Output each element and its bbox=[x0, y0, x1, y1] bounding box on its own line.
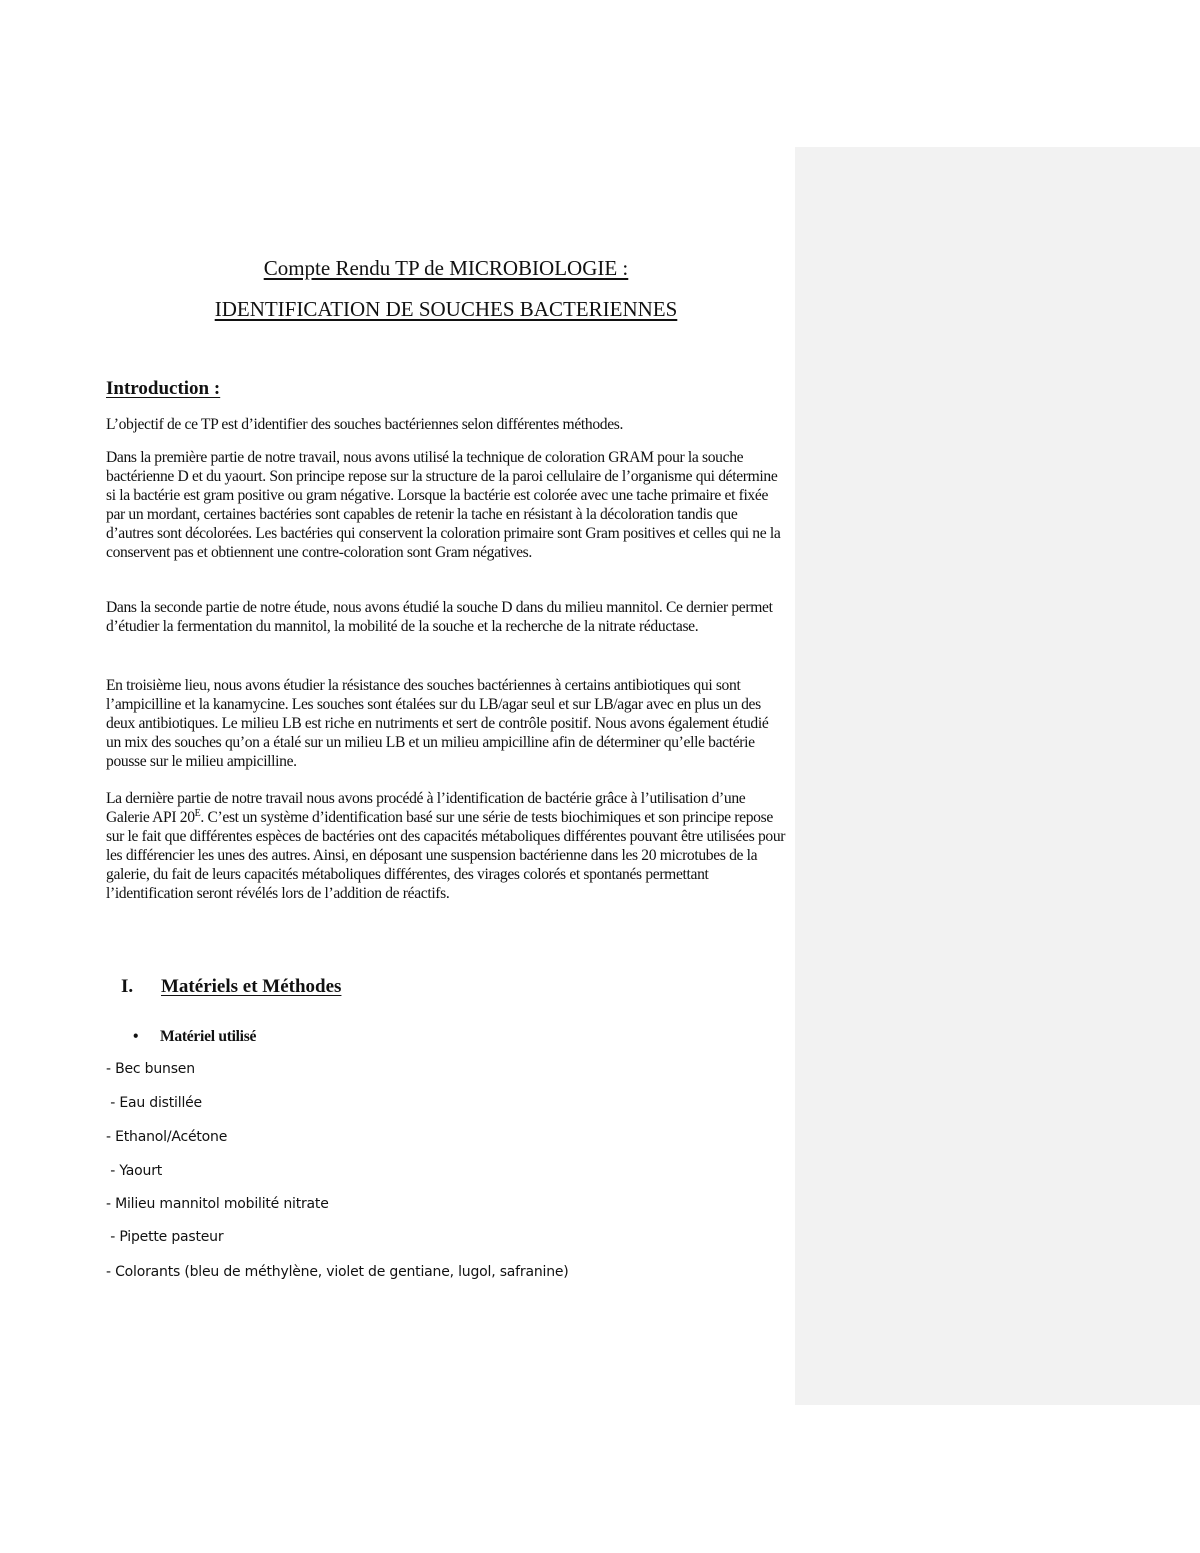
comment-pane bbox=[795, 147, 1200, 1405]
subheading-text: Matériel utilisé bbox=[160, 1028, 257, 1045]
intro-paragraph-5-start: La dernière partie de notre travail nous avons procédé à l’identification de bactérie grâce à l’utilisation d’une Galerie API 20 bbox=[106, 790, 746, 826]
bullet-icon: • bbox=[133, 1028, 139, 1045]
document-title-line-2: IDENTIFICATION DE SOUCHES BACTERIENNES bbox=[214, 297, 678, 321]
material-item-6: - Pipette pasteur bbox=[106, 1229, 224, 1245]
intro-paragraph-2: Dans la première partie de notre travail, nous avons utilisé la technique de coloration GRAM pour la souche bactérienne D et du yaourt. Son principe repose sur la structure de la paroi cellulaire de l’organisme qui détermine si la bactérie est gram positive ou gram négative. Lorsque la bactérie est colorée avec une tache primaire et fixée par un mordant, certaines bactéries sont capables de retenir la tache en résistant à la décoloration tandis que d’autres sont décolorées. Les bactéries qui conservent la coloration primaire sont Gram positives et celles qui ne la conservent pas et obtiennent une contre-coloration sont Gram négatives. bbox=[106, 449, 781, 561]
material-item-7: - Colorants (bleu de méthylène, violet de gentiane, lugol, safranine) bbox=[106, 1264, 569, 1280]
intro-paragraph-4: En troisième lieu, nous avons étudier la résistance des souches bactériennes à certains antibiotiques qui sont l’ampicilline et la kanamycine. Les souches sont étalées sur du LB/agar seul et sur LB/agar avec en plus un des deux antibiotiques. Le milieu LB est riche en nutriments et sert de contrôle positif. Nous avons également étudié un mix des souches qu’on a étalé sur un milieu LB et un milieu ampicilline afin de déterminer qu’elle bactérie pousse sur le milieu ampicilline. bbox=[106, 677, 769, 770]
document-title-line-1: Compte Rendu TP de MICROBIOLOGIE : bbox=[263, 256, 629, 280]
material-item-4: - Yaourt bbox=[106, 1163, 163, 1179]
intro-paragraph-3: Dans la seconde partie de notre étude, nous avons étudié la souche D dans du milieu mannitol. Ce dernier permet d’étudier la fermentation du mannitol, la mobilité de la souche et la recherche de la nitrate réductase. bbox=[106, 599, 773, 635]
api-superscript: E bbox=[194, 807, 201, 819]
material-item-5: - Milieu mannitol mobilité nitrate bbox=[106, 1196, 329, 1212]
section-number: I. bbox=[121, 976, 134, 997]
material-item-3: - Ethanol/Acétone bbox=[106, 1129, 228, 1145]
section-heading: Matériels et Méthodes bbox=[161, 976, 342, 997]
introduction-heading: Introduction : bbox=[106, 378, 221, 399]
intro-paragraph-1: L’objectif de ce TP est d’identifier des souches bactériennes selon différentes méthodes. bbox=[106, 416, 624, 433]
material-item-2: - Eau distillée bbox=[106, 1095, 202, 1111]
intro-paragraph-5 bbox=[106, 789, 786, 903]
material-item-1: - Bec bunsen bbox=[106, 1061, 195, 1077]
intro-paragraph-5-end: . C’est un système d’identification basé sur une série de tests biochimiques et son principe repose sur le fait que différentes espèces de bactéries ont des capacités métaboliques différentes pouvant être utilisées pour les différencier les unes des autres. Ainsi, en déposant une suspension bactérienne dans les 20 microtubes de la galerie, du fait de leurs capacités métaboliques différentes, des virages colorés et spontanés permettant l’identification seront révélés lors de l’addition de réactifs. bbox=[106, 809, 786, 902]
